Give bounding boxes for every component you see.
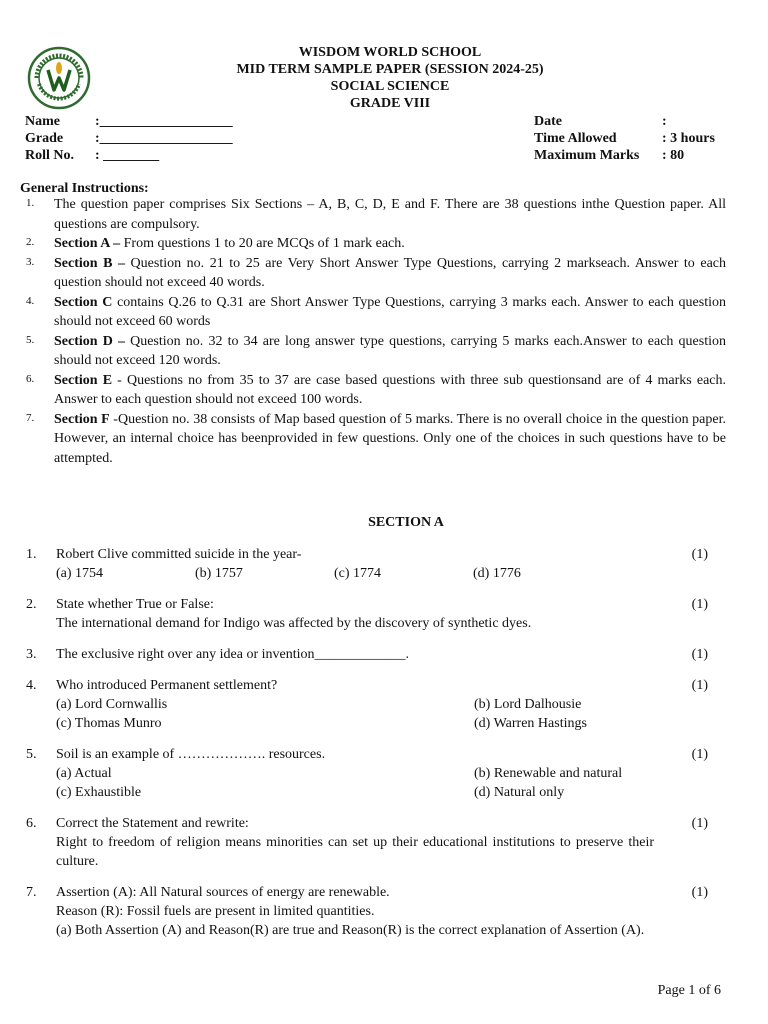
instructions-title: General Instructions: <box>20 181 149 196</box>
question-marks: (1) <box>691 597 708 612</box>
date-field[interactable]: : <box>662 114 667 129</box>
option: (d) 1776 <box>473 566 521 581</box>
question-7 <box>26 883 728 940</box>
options-row <box>56 764 656 783</box>
roll-field[interactable]: : ________ <box>95 148 160 163</box>
info-label: Grade <box>25 131 64 146</box>
info-label: Maximum Marks <box>534 148 640 163</box>
subject-title: SOCIAL SCIENCE <box>330 79 450 94</box>
question-body <box>56 745 656 802</box>
school-name: WISDOM WORLD SCHOOL <box>298 45 482 60</box>
info-row-marks <box>534 147 715 164</box>
question-reason: Reason (R): Fossil fuels are present in limited quantities. <box>56 904 375 919</box>
instructions-list <box>26 195 726 468</box>
instruction-number: 4. <box>26 294 35 307</box>
question-text: Assertion (A): All Natural sources of energy are renewable. <box>56 885 390 900</box>
question-body <box>56 545 656 583</box>
option: (a) 1754 <box>56 566 104 581</box>
info-label: Time Allowed <box>534 131 617 146</box>
question-text: Robert Clive committed suicide in the year- <box>56 547 302 562</box>
options-row <box>56 714 656 733</box>
question-body <box>56 645 656 664</box>
question-text: State whether True or False: <box>56 597 214 612</box>
option: (c) 1774 <box>334 566 382 581</box>
instruction-text: Section A – From questions 1 to 20 are MCQs of 1 mark each. <box>54 236 405 251</box>
question-body <box>56 883 656 940</box>
question-marks: (1) <box>691 747 708 762</box>
section-title: SECTION A <box>368 515 444 530</box>
paper-title: MID TERM SAMPLE PAPER (SESSION 2024-25) <box>236 62 544 77</box>
question-text: Correct the Statement and rewrite: <box>56 816 249 831</box>
question-marks: (1) <box>691 547 708 562</box>
question-4 <box>26 676 728 733</box>
option: (a) Actual <box>56 766 112 781</box>
name-field[interactable]: :___________________ <box>95 114 233 129</box>
instruction-text: Section E - Questions no from 35 to 37 are case based questions with three sub questionsand are of 4 marks each. Answer to each question should not exceed 100 words. <box>54 372 726 407</box>
question-text: The exclusive right over any idea or invention_____________. <box>56 647 410 662</box>
question-number: 2. <box>26 597 37 612</box>
instruction-item <box>26 254 726 293</box>
instruction-item <box>26 293 726 332</box>
instruction-item <box>26 332 726 371</box>
question-1 <box>26 545 728 583</box>
question-marks: (1) <box>691 647 708 662</box>
instruction-number: 2. <box>26 236 35 248</box>
option: (b) 1757 <box>195 566 243 581</box>
info-label: Roll No. <box>25 148 74 163</box>
question-number: 7. <box>26 885 37 900</box>
instruction-text: Section C contains Q.26 to Q.31 are Short Answer Type Questions, carrying 3 marks each. Answer to each question should not exceed 60 words <box>54 294 726 329</box>
instruction-text: Section B – Question no. 21 to 25 are Very Short Answer Type Questions, carrying 2 markseach. Answer to each question should not exceed 40 words. <box>54 255 726 290</box>
instruction-number: 6. <box>26 372 35 385</box>
options-row <box>56 564 656 583</box>
instruction-text: Section D – Question no. 32 to 34 are long answer type questions, carrying 5 marks each.Answer to each question should not exceed 120 words. <box>54 333 726 368</box>
instruction-item <box>26 195 726 234</box>
question-number: 5. <box>26 747 37 762</box>
question-number: 6. <box>26 816 37 831</box>
question-body <box>56 595 696 633</box>
question-number: 1. <box>26 547 37 562</box>
question-marks: (1) <box>691 678 708 693</box>
info-label: Date <box>534 114 562 129</box>
question-body <box>56 676 656 733</box>
instruction-item <box>26 410 726 469</box>
info-row-grade <box>25 130 233 147</box>
instruction-text: The question paper comprises Six Sections – A, B, C, D, E and F. There are 38 questions inthe Question paper. All questions are compulsory. <box>54 197 726 232</box>
options-row <box>56 695 656 714</box>
option: (d) Warren Hastings <box>474 716 587 731</box>
student-info <box>25 113 233 164</box>
questions-list <box>26 545 728 952</box>
instruction-number: 1. <box>26 197 35 209</box>
info-row-roll <box>25 147 233 164</box>
info-label: Name <box>25 114 60 129</box>
question-5 <box>26 745 728 802</box>
option: (c) Thomas Munro <box>56 716 162 731</box>
question-text: Soil is an example of ………………. resources. <box>56 747 326 762</box>
grade-field[interactable]: :___________________ <box>95 131 233 146</box>
question-body <box>56 814 656 871</box>
info-row-time <box>534 130 715 147</box>
question-6 <box>26 814 728 871</box>
question-marks: (1) <box>691 885 708 900</box>
question-2 <box>26 595 728 633</box>
option: (b) Renewable and natural <box>474 766 623 781</box>
options-row <box>56 783 656 802</box>
option: (c) Exhaustible <box>56 785 142 800</box>
instruction-number: 5. <box>26 333 35 346</box>
question-marks: (1) <box>691 816 708 831</box>
question-number: 3. <box>26 647 37 662</box>
option: (b) Lord Dalhousie <box>474 697 582 712</box>
instruction-number: 7. <box>26 411 35 424</box>
time-value: : 3 hours <box>662 131 715 146</box>
option: (a) Lord Cornwallis <box>56 697 168 712</box>
instruction-item <box>26 234 726 254</box>
question-number: 4. <box>26 678 37 693</box>
option: (d) Natural only <box>474 785 565 800</box>
instruction-text: Section F -Question no. 38 consists of Map based question of 5 marks. There is no overall choice in the question paper. However, an internal choice has beenprovided in few questions. Only one of the choices in such questions have to be attempted. <box>54 411 726 466</box>
info-row-name <box>25 113 233 130</box>
question-option: (a) Both Assertion (A) and Reason(R) are true and Reason(R) is the correct explanation of Assertion (A). <box>56 923 645 938</box>
instruction-number: 3. <box>26 255 35 268</box>
grade-title: GRADE VIII <box>349 96 431 111</box>
info-row-date <box>534 113 715 130</box>
question-statement: Right to freedom of religion means minorities can set up their educational institutions to preserve their culture. <box>56 835 654 869</box>
instruction-item <box>26 371 726 410</box>
exam-header <box>0 44 768 112</box>
marks-value: : 80 <box>662 148 685 163</box>
question-text: Who introduced Permanent settlement? <box>56 678 278 693</box>
question-statement: The international demand for Indigo was affected by the discovery of synthetic dyes. <box>56 616 532 631</box>
exam-info <box>534 113 715 164</box>
question-3 <box>26 645 728 664</box>
page-number: Page 1 of 6 <box>657 983 721 998</box>
